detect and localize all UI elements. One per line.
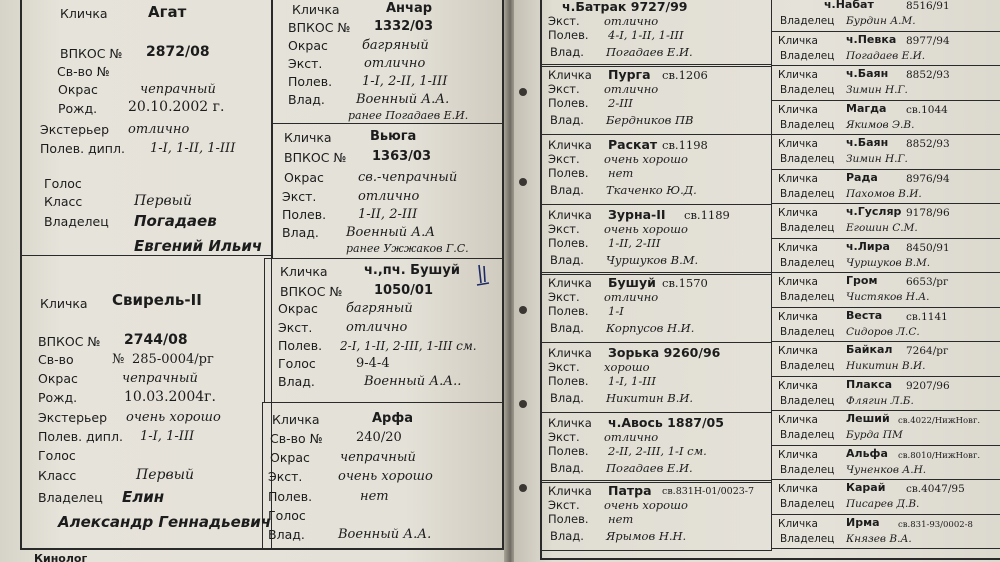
bushuy-golos: 9-4-4 <box>356 356 390 371</box>
far-klichka: Альфа <box>846 446 888 460</box>
far-klichka-label: Кличка <box>778 103 818 116</box>
far-number: св.4047/95 <box>906 483 965 495</box>
far-vlad-label: Владелец <box>780 84 835 96</box>
arfa-svo-label: Св-во № <box>270 431 323 446</box>
bushuy-klichka-label: Кличка <box>280 264 328 279</box>
far-klichka-label: Кличка <box>778 138 818 150</box>
far-number: 8976/94 <box>906 172 950 185</box>
mid-ext: отлично <box>604 430 659 444</box>
svirel-name: Свирель-II <box>112 291 202 309</box>
far-vlad-label: Владелец <box>780 463 835 476</box>
vyuga-vpkos-label: ВПКОС № <box>284 150 347 165</box>
mid-ext: очень хорошо <box>604 222 688 236</box>
bushuy-vpkos-label: ВПКОС № <box>280 284 343 299</box>
right-page <box>514 0 1000 562</box>
mid-klichka-label: Кличка <box>548 276 592 290</box>
far-klichka: Гром <box>846 274 878 287</box>
vyuga-vlad: Военный А.А <box>346 225 436 240</box>
vyuga-ext-label: Экст. <box>282 189 317 204</box>
mid-vlad: Никитин В.И. <box>606 391 694 405</box>
mid-klichka-label: Кличка <box>548 346 592 360</box>
mid-polev-label: Полев. <box>548 374 589 388</box>
mid-number: св.1570 <box>662 276 708 290</box>
mid-klichka-label: Кличка <box>548 416 592 430</box>
mid-klichka: Патра <box>608 483 652 498</box>
mid-vlad-label: Влад. <box>550 321 584 335</box>
bushuy-vpkos: 1050/01 <box>374 283 434 298</box>
anchar-polev-label: Полев. <box>288 74 333 89</box>
svirel-golos-label: Голос <box>38 448 76 463</box>
far-number: св.8010/НижНовг. <box>898 450 981 461</box>
far-vlad-label: Владелец <box>780 429 835 441</box>
far-vlad-label: Владелец <box>780 15 835 27</box>
far-number: св.1044 <box>906 103 948 116</box>
mid-klichka-label: Кличка <box>548 484 592 498</box>
staple-hole <box>519 306 527 314</box>
mid-vlad: Ярымов Н.Н. <box>606 529 687 543</box>
mid-polev: 2-II, 2-III, 1-I см. <box>608 444 707 458</box>
far-klichka: ч.Гусляр <box>846 205 902 218</box>
mid-ext: очень хорошо <box>604 498 688 512</box>
vyuga-polev: 1-II, 2-III <box>358 207 418 222</box>
staple-hole <box>519 178 527 186</box>
anchar-okras-label: Окрас <box>288 38 328 53</box>
agat-exterior-label: Экстерьер <box>40 122 110 137</box>
far-klichka: ч.Певка <box>846 32 897 46</box>
far-vlad-label: Владелец <box>780 394 835 407</box>
far-klichka: ч.Набат <box>824 0 874 11</box>
agat-owner-surname: Погадаев <box>134 212 217 230</box>
mid-klichka: ч.Батрак 9727/99 <box>562 0 688 14</box>
agat-owner-name: Евгений Ильич <box>134 237 263 255</box>
far-vlad-label: Владелец <box>780 498 835 510</box>
svirel-polev-label: Полев. дипл. <box>38 429 123 444</box>
far-vlad-label: Владелец <box>780 325 835 338</box>
far-vlad: Чуршуков В.М. <box>846 256 931 269</box>
vyuga-vlad-former: ранее Ужжаков Г.С. <box>346 242 469 255</box>
mid-ext-label: Экст. <box>548 14 580 28</box>
far-klichka: Плакса <box>846 377 893 391</box>
far-klichka: Леший <box>846 412 890 425</box>
bushuy-okras-label: Окрас <box>278 301 318 316</box>
far-number: св.831-93/0002-8 <box>898 519 973 530</box>
bushuy-ext-label: Экст. <box>278 320 313 335</box>
mid-vlad-label: Влад. <box>550 529 584 543</box>
far-vlad: Бурда ПМ <box>846 429 903 441</box>
mid-number: св.1189 <box>684 208 730 222</box>
anchar-klichka-label: Кличка <box>292 2 340 17</box>
agat-name: Агат <box>148 3 187 21</box>
far-vlad-label: Владелец <box>780 153 835 165</box>
mid-vlad-label: Влад. <box>550 45 584 59</box>
mid-ext: отлично <box>604 14 659 28</box>
far-klichka: Карай <box>846 481 886 494</box>
mid-polev-label: Полев. <box>548 96 589 110</box>
mid-vlad-label: Влад. <box>550 113 584 127</box>
svirel-klichka-label: Кличка <box>40 296 88 311</box>
bushuy-golos-label: Голос <box>278 356 316 371</box>
vyuga-vpkos: 1363/03 <box>372 149 432 164</box>
mid-vlad-label: Влад. <box>550 461 584 475</box>
far-vlad: Флягин Л.Б. <box>846 394 914 407</box>
vyuga-okras: св.-чепрачный <box>358 170 458 185</box>
far-vlad: Бурдин А.М. <box>846 15 916 27</box>
vyuga-vlad-label: Влад. <box>282 225 319 240</box>
svirel-rozhd-label: Рожд. <box>38 390 78 405</box>
far-klichka: ч.Баян <box>846 136 889 149</box>
bushuy-polev-label: Полев. <box>278 338 323 353</box>
mid-polev: нет <box>608 512 634 526</box>
agat-klass-label: Класс <box>44 194 83 209</box>
far-vlad-label: Владелец <box>780 118 835 131</box>
mid-vlad: Погадаев Е.И. <box>606 461 693 475</box>
far-vlad-label: Владелец <box>780 222 835 234</box>
agat-owner-label: Владелец <box>44 214 109 229</box>
mid-klichka: Бушуй <box>608 275 656 290</box>
svirel-owner-surname: Елин <box>122 488 165 506</box>
mid-polev-label: Полев. <box>548 304 589 318</box>
mid-vlad: Чуршуков В.М. <box>606 253 699 267</box>
arfa-svo: 240/20 <box>356 430 402 445</box>
arfa-polev: нет <box>360 489 389 504</box>
mid-ext: хорошо <box>604 360 650 374</box>
arfa-polev-label: Полев. <box>268 489 313 504</box>
agat-vpkos: 2872/08 <box>146 44 210 60</box>
svirel-svo-no: № <box>112 352 125 367</box>
anchar-okras: багряный <box>362 38 429 53</box>
svirel-owner-label: Владелец <box>38 490 103 505</box>
far-klichka: Байкал <box>846 343 893 356</box>
far-vlad: Чистяков Н.А. <box>846 291 930 303</box>
far-vlad: Зимин Н.Г. <box>846 84 908 96</box>
mid-polev-label: Полев. <box>548 28 589 42</box>
svirel-svo-label: Св-во <box>38 352 74 367</box>
arfa-okras: чепрачный <box>340 450 416 465</box>
mid-klichka-label: Кличка <box>548 208 592 222</box>
staple-hole <box>519 88 527 96</box>
vyuga-name: Вьюга <box>370 129 417 144</box>
far-klichka: Магда <box>846 101 887 115</box>
far-klichka-label: Кличка <box>778 207 818 219</box>
far-klichka-label: Кличка <box>778 379 818 392</box>
pen-mark-icon <box>476 263 490 287</box>
far-klichka: Рада <box>846 170 878 184</box>
svirel-klass-label: Класс <box>38 468 77 483</box>
far-vlad-label: Владелец <box>780 360 835 372</box>
arfa-ext: очень хорошо <box>338 469 433 484</box>
mid-ext-label: Экст. <box>548 360 580 374</box>
mid-ext-label: Экст. <box>548 152 580 166</box>
arfa-vlad: Военный А.А. <box>338 527 432 542</box>
far-vlad: Якимов Э.В. <box>846 118 915 131</box>
svirel-klass: Первый <box>136 467 195 483</box>
far-vlad: Писарев Д.В. <box>846 498 920 510</box>
far-klichka-label: Кличка <box>778 34 818 47</box>
mid-polev: 2-III <box>608 96 633 110</box>
vyuga-okras-label: Окрас <box>284 170 324 185</box>
agat-klass: Первый <box>134 193 193 209</box>
mid-vlad: Погадаев Е.И. <box>606 45 693 59</box>
anchar-vpkos-label: ВПКОС № <box>288 20 351 35</box>
arfa-vlad-label: Влад. <box>268 527 305 542</box>
agat-rozhd-label: Рожд. <box>58 101 98 116</box>
far-vlad-label: Владелец <box>780 256 835 269</box>
far-klichka: ч.Лира <box>846 239 890 253</box>
svirel-rozhd: 10.03.2004г. <box>124 389 216 405</box>
far-klichka: Ирма <box>846 515 880 529</box>
far-klichka-label: Кличка <box>778 448 818 461</box>
bushuy-polev: 2-I, 1-II, 2-III, 1-III см. <box>340 339 477 353</box>
far-vlad-label: Владелец <box>780 532 835 545</box>
arfa-golos-label: Голос <box>268 508 306 523</box>
bushuy-ext: отлично <box>346 320 408 335</box>
svirel-polev: 1-I, 1-III <box>140 429 195 444</box>
far-number: св.1141 <box>906 310 948 323</box>
arfa-okras-label: Окрас <box>270 450 310 465</box>
mid-vlad: Бердников ПВ <box>606 113 694 127</box>
far-number: 9178/96 <box>906 207 950 219</box>
far-klichka: ч.Баян <box>846 67 889 80</box>
mid-polev: 4-I, 1-II, 1-III <box>608 28 684 42</box>
mid-vlad-label: Влад. <box>550 253 584 267</box>
mid-vlad: Ткаченко Ю.Д. <box>606 183 697 197</box>
far-vlad: Зимин Н.Г. <box>846 153 908 165</box>
anchar-vlad-former: ранее Погадаев Е.И. <box>348 109 469 122</box>
far-number: 8852/93 <box>906 138 950 150</box>
mid-polev: нет <box>608 166 634 180</box>
bushuy-okras: багряный <box>346 301 413 316</box>
mid-klichka: Зурна-II <box>608 207 666 222</box>
far-vlad-label: Владелец <box>780 49 835 62</box>
mid-number: св.1206 <box>662 68 708 82</box>
agat-polev-label: Полев. дипл. <box>40 141 125 156</box>
arfa-name: Арфа <box>372 411 414 426</box>
far-number: 8516/91 <box>906 0 950 12</box>
arfa-ext-label: Экст. <box>268 469 303 484</box>
mid-number: св.1198 <box>662 138 708 152</box>
far-vlad: Егошин С.М. <box>846 222 918 234</box>
anchar-polev: 1-I, 2-II, 1-III <box>362 74 448 89</box>
far-klichka-label: Кличка <box>778 345 818 357</box>
mid-polev-label: Полев. <box>548 512 589 526</box>
far-klichka-label: Кличка <box>778 414 818 426</box>
mid-polev: 1-I <box>608 304 624 318</box>
anchar-vlad: Военный А.А. <box>356 92 450 107</box>
far-klichka-label: Кличка <box>778 172 818 185</box>
agat-golos-label: Голос <box>44 176 82 191</box>
anchar-ext-label: Экст. <box>288 56 323 71</box>
far-vlad-label: Владелец <box>780 291 835 303</box>
anchar-vlad-label: Влад. <box>288 92 325 107</box>
agat-rozhd: 20.10.2002 г. <box>128 99 225 115</box>
anchar-name: Анчар <box>386 1 433 16</box>
far-number: св.4022/НижНовг. <box>898 416 981 426</box>
far-klichka-label: Кличка <box>778 483 818 495</box>
mid-klichka-label: Кличка <box>548 68 592 82</box>
far-vlad-label: Владелец <box>780 187 835 200</box>
far-klichka-label: Кличка <box>778 517 818 530</box>
agat-polev: 1-I, 1-II, 1-III <box>150 141 236 156</box>
bushuy-vlad: Военный А.А.. <box>364 374 462 389</box>
mid-vlad-label: Влад. <box>550 183 584 197</box>
agat-vpkos-label: ВПКОС № <box>60 46 123 61</box>
agat-okras-label: Окрас <box>58 82 98 97</box>
far-vlad: Чуненков А.Н. <box>846 463 927 476</box>
mid-polev: 1-I, 1-III <box>608 374 656 388</box>
far-klichka-label: Кличка <box>778 69 818 81</box>
mid-klichka: Пурга <box>608 67 651 82</box>
agat-klichka-label: Кличка <box>60 6 108 21</box>
mid-number: св.831Н-01/0023-7 <box>662 486 755 497</box>
agat-svo-label: Св-во № <box>57 64 110 79</box>
far-number: 7264/рг <box>906 345 949 357</box>
agat-okras: чепрачный <box>140 82 216 97</box>
far-klichka: Веста <box>846 308 883 322</box>
vyuga-ext: отлично <box>358 189 420 204</box>
mid-polev-label: Полев. <box>548 444 589 458</box>
mid-vlad-label: Влад. <box>550 391 584 405</box>
mid-klichka: Раскат <box>608 137 658 152</box>
mid-ext: отлично <box>604 82 659 96</box>
mid-klichka: ч.Авось 1887/05 <box>608 415 724 430</box>
mid-ext-label: Экст. <box>548 290 580 304</box>
mid-ext-label: Экст. <box>548 498 580 512</box>
far-vlad: Князев В.А. <box>846 532 912 545</box>
svirel-vpkos: 2744/08 <box>124 332 188 348</box>
anchar-vpkos: 1332/03 <box>374 19 434 34</box>
bushuy-name: ч.,пч. Бушуй <box>364 263 460 278</box>
far-number: 6653/рг <box>906 276 949 288</box>
kinolog-label: Кинолог <box>34 552 88 562</box>
far-number: 8450/91 <box>906 241 950 254</box>
agat-exterior: отлично <box>128 122 190 137</box>
far-vlad: Погадаев Е.И. <box>846 49 926 62</box>
far-vlad: Пахомов В.И. <box>846 187 922 200</box>
mid-klichka-label: Кличка <box>548 138 592 152</box>
svirel-okras: чепрачный <box>122 371 198 386</box>
svirel-owner-name: Александр Геннадьевич <box>58 513 272 531</box>
mid-ext: отлично <box>604 290 659 304</box>
mid-polev: 1-II, 2-III <box>608 236 661 250</box>
svirel-vpkos-label: ВПКОС № <box>38 334 101 349</box>
vyuga-polev-label: Полев. <box>282 207 327 222</box>
mid-polev-label: Полев. <box>548 236 589 250</box>
far-number: 8977/94 <box>906 34 950 47</box>
svirel-okras-label: Окрас <box>38 371 78 386</box>
far-vlad: Сидоров Л.С. <box>846 325 920 338</box>
far-klichka-label: Кличка <box>778 310 818 323</box>
mid-ext-label: Экст. <box>548 430 580 444</box>
mid-ext-label: Экст. <box>548 82 580 96</box>
staple-hole <box>519 400 527 408</box>
vyuga-klichka-label: Кличка <box>284 130 332 145</box>
svirel-exterior-label: Экстерьер <box>38 410 108 425</box>
mid-polev-label: Полев. <box>548 166 589 180</box>
mid-ext-label: Экст. <box>548 222 580 236</box>
svirel-exterior: очень хорошо <box>126 410 221 425</box>
anchar-ext: отлично <box>364 56 426 71</box>
far-klichka-label: Кличка <box>778 241 818 254</box>
arfa-klichka-label: Кличка <box>272 412 320 427</box>
mid-ext: очень хорошо <box>604 152 688 166</box>
far-number: 9207/96 <box>906 379 950 392</box>
far-klichka-label: Кличка <box>778 276 818 288</box>
mid-vlad: Корпусов Н.И. <box>606 321 695 335</box>
staple-hole <box>519 484 527 492</box>
bushuy-vlad-label: Влад. <box>278 374 315 389</box>
mid-klichka: Зорька 9260/96 <box>608 345 721 360</box>
svirel-svo: 285-0004/рг <box>132 352 214 367</box>
far-vlad: Никитин В.И. <box>846 360 926 372</box>
far-number: 8852/93 <box>906 69 950 81</box>
